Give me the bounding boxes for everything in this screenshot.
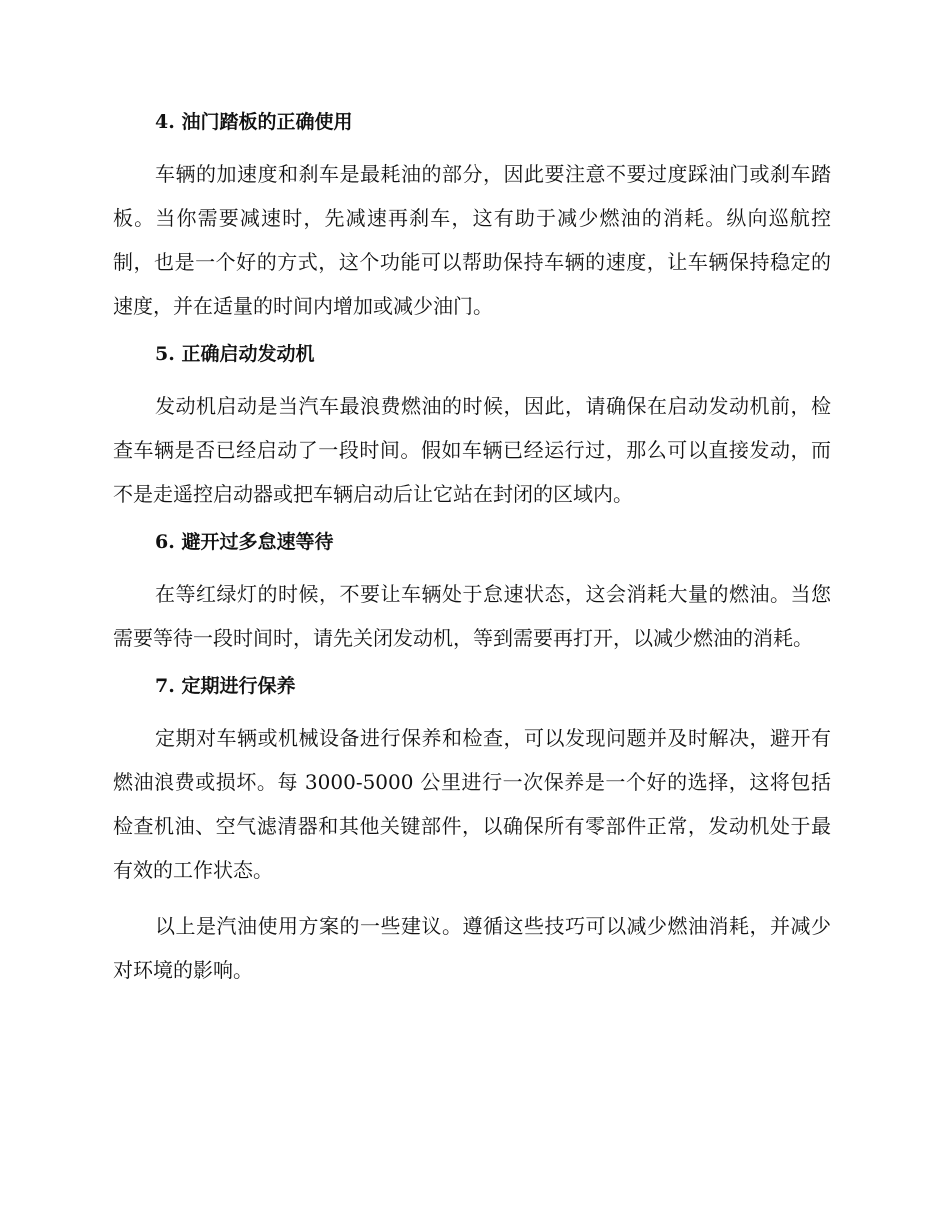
document-page	[113, 108, 831, 1004]
section-paragraph: 车辆的加速度和刹车是最耗油的部分，因此要注意不要过度踩油门或刹车踏板。当你需要减速时，先减速再刹车，这有助于减少燃油的消耗。纵向巡航控制，也是一个好的方式，这个功能可以帮助保持车辆的速度，让车辆保持稳定的速度，并在适量的时间内增加或减少油门。	[113, 162, 831, 318]
section-heading: 7. 定期进行保养	[155, 675, 296, 697]
section-paragraph: 在等红绿灯的时候，不要让车辆处于怠速状态，这会消耗大量的燃油。当您需要等待一段时间时，请先关闭发动机，等到需要再打开，以减少燃油的消耗。	[113, 582, 831, 650]
section-maintenance	[113, 672, 831, 892]
section-idle-avoid	[113, 528, 831, 660]
section-paragraph: 定期对车辆或机械设备进行保养和检查，可以发现问题并及时解决，避开有燃油浪费或损坏。每 3000-5000 公里进行一次保养是一个好的选择，这将包括检查机油、空气滤清器和其他关键部件，以确保所有零部件正常，发动机处于最有效的工作状态。	[113, 726, 831, 882]
closing-paragraph: 以上是汽油使用方案的一些建议。遵循这些技巧可以减少燃油消耗，并减少对环境的影响。	[113, 914, 831, 982]
section-heading: 4. 油门踏板的正确使用	[155, 111, 353, 133]
section-throttle-pedal	[113, 108, 831, 328]
section-engine-start	[113, 340, 831, 516]
section-heading: 5. 正确启动发动机	[155, 343, 315, 365]
section-heading: 6. 避开过多怠速等待	[155, 531, 334, 553]
section-paragraph: 发动机启动是当汽车最浪费燃油的时候，因此，请确保在启动发动机前，检查车辆是否已经启动了一段时间。假如车辆已经运行过，那么可以直接发动，而不是走遥控启动器或把车辆启动后让它站在封闭的区域内。	[113, 394, 831, 506]
